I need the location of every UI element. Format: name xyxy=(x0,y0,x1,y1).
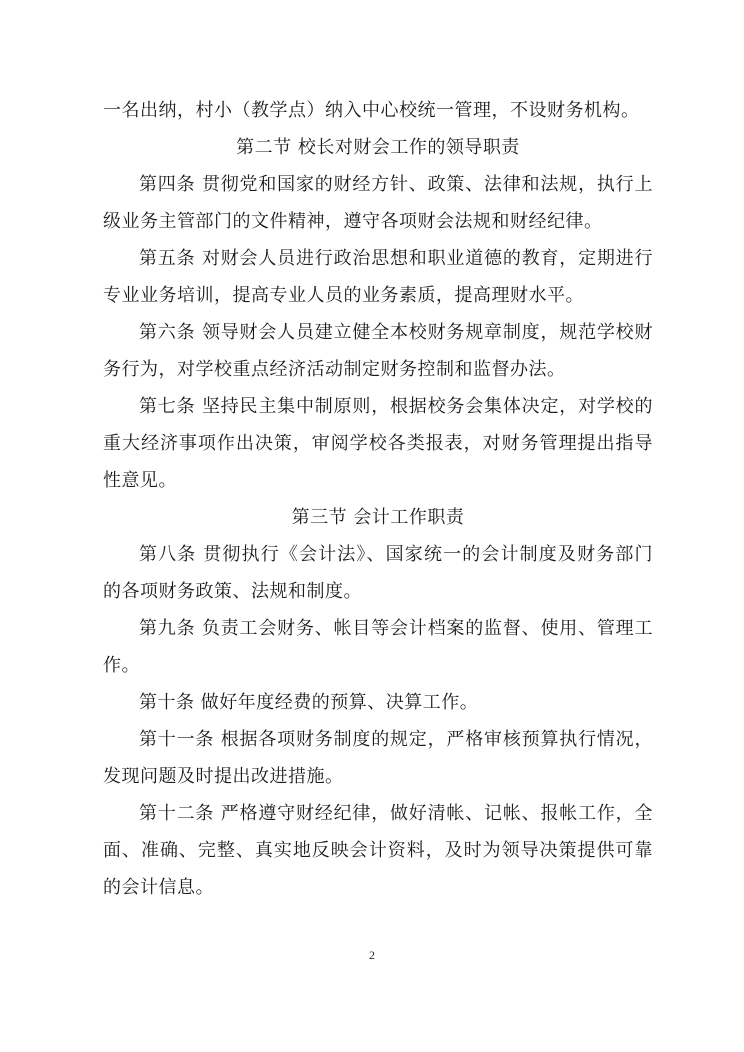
article-7: 第七条 坚持民主集中制原则，根据校务会集体决定，对学校的重大经济事项作出决策，审阅学校各类报表，对财务管理提出指导性意见。 xyxy=(103,396,653,491)
section-heading-3: 第三节 会计工作职责 xyxy=(291,507,465,528)
article-12: 第十二条 严格遵守财经纪律，做好清帐、记帐、报帐工作，全面、准确、完整、真实地反映会计资料，及时为领导决策提供可靠的会计信息。 xyxy=(103,803,653,898)
article-6: 第六条 领导财会人员建立健全本校财务规章制度，规范学校财务行为，对学校重点经济活动制定财务控制和监督办法。 xyxy=(103,322,653,380)
document-body xyxy=(103,92,653,906)
article-4: 第四条 贯彻党和国家的财经方针、政策、法律和法规，执行上级业务主管部门的文件精神，遵守各项财会法规和财经纪律。 xyxy=(103,174,653,232)
article-8: 第八条 贯彻执行《会计法》、国家统一的会计制度及财务部门的各项财务政策、法规和制度。 xyxy=(103,544,653,602)
section-heading-2: 第二节 校长对财会工作的领导职责 xyxy=(236,137,520,158)
article-10: 第十条 做好年度经费的预算、决算工作。 xyxy=(139,692,479,713)
page-number: 2 xyxy=(369,948,375,962)
article-9: 第九条 负责工会财务、帐目等会计档案的监督、使用、管理工作。 xyxy=(103,618,653,676)
article-11: 第十一条 根据各项财务制度的规定，严格审核预算执行情况，发现问题及时提出改进措施。 xyxy=(103,729,653,787)
article-5: 第五条 对财会人员进行政治思想和职业道德的教育，定期进行专业业务培训，提高专业人员的业务素质，提高理财水平。 xyxy=(103,248,653,306)
continuation-paragraph: 一名出纳，村小（教学点）纳入中心校统一管理，不设财务机构。 xyxy=(103,100,640,121)
